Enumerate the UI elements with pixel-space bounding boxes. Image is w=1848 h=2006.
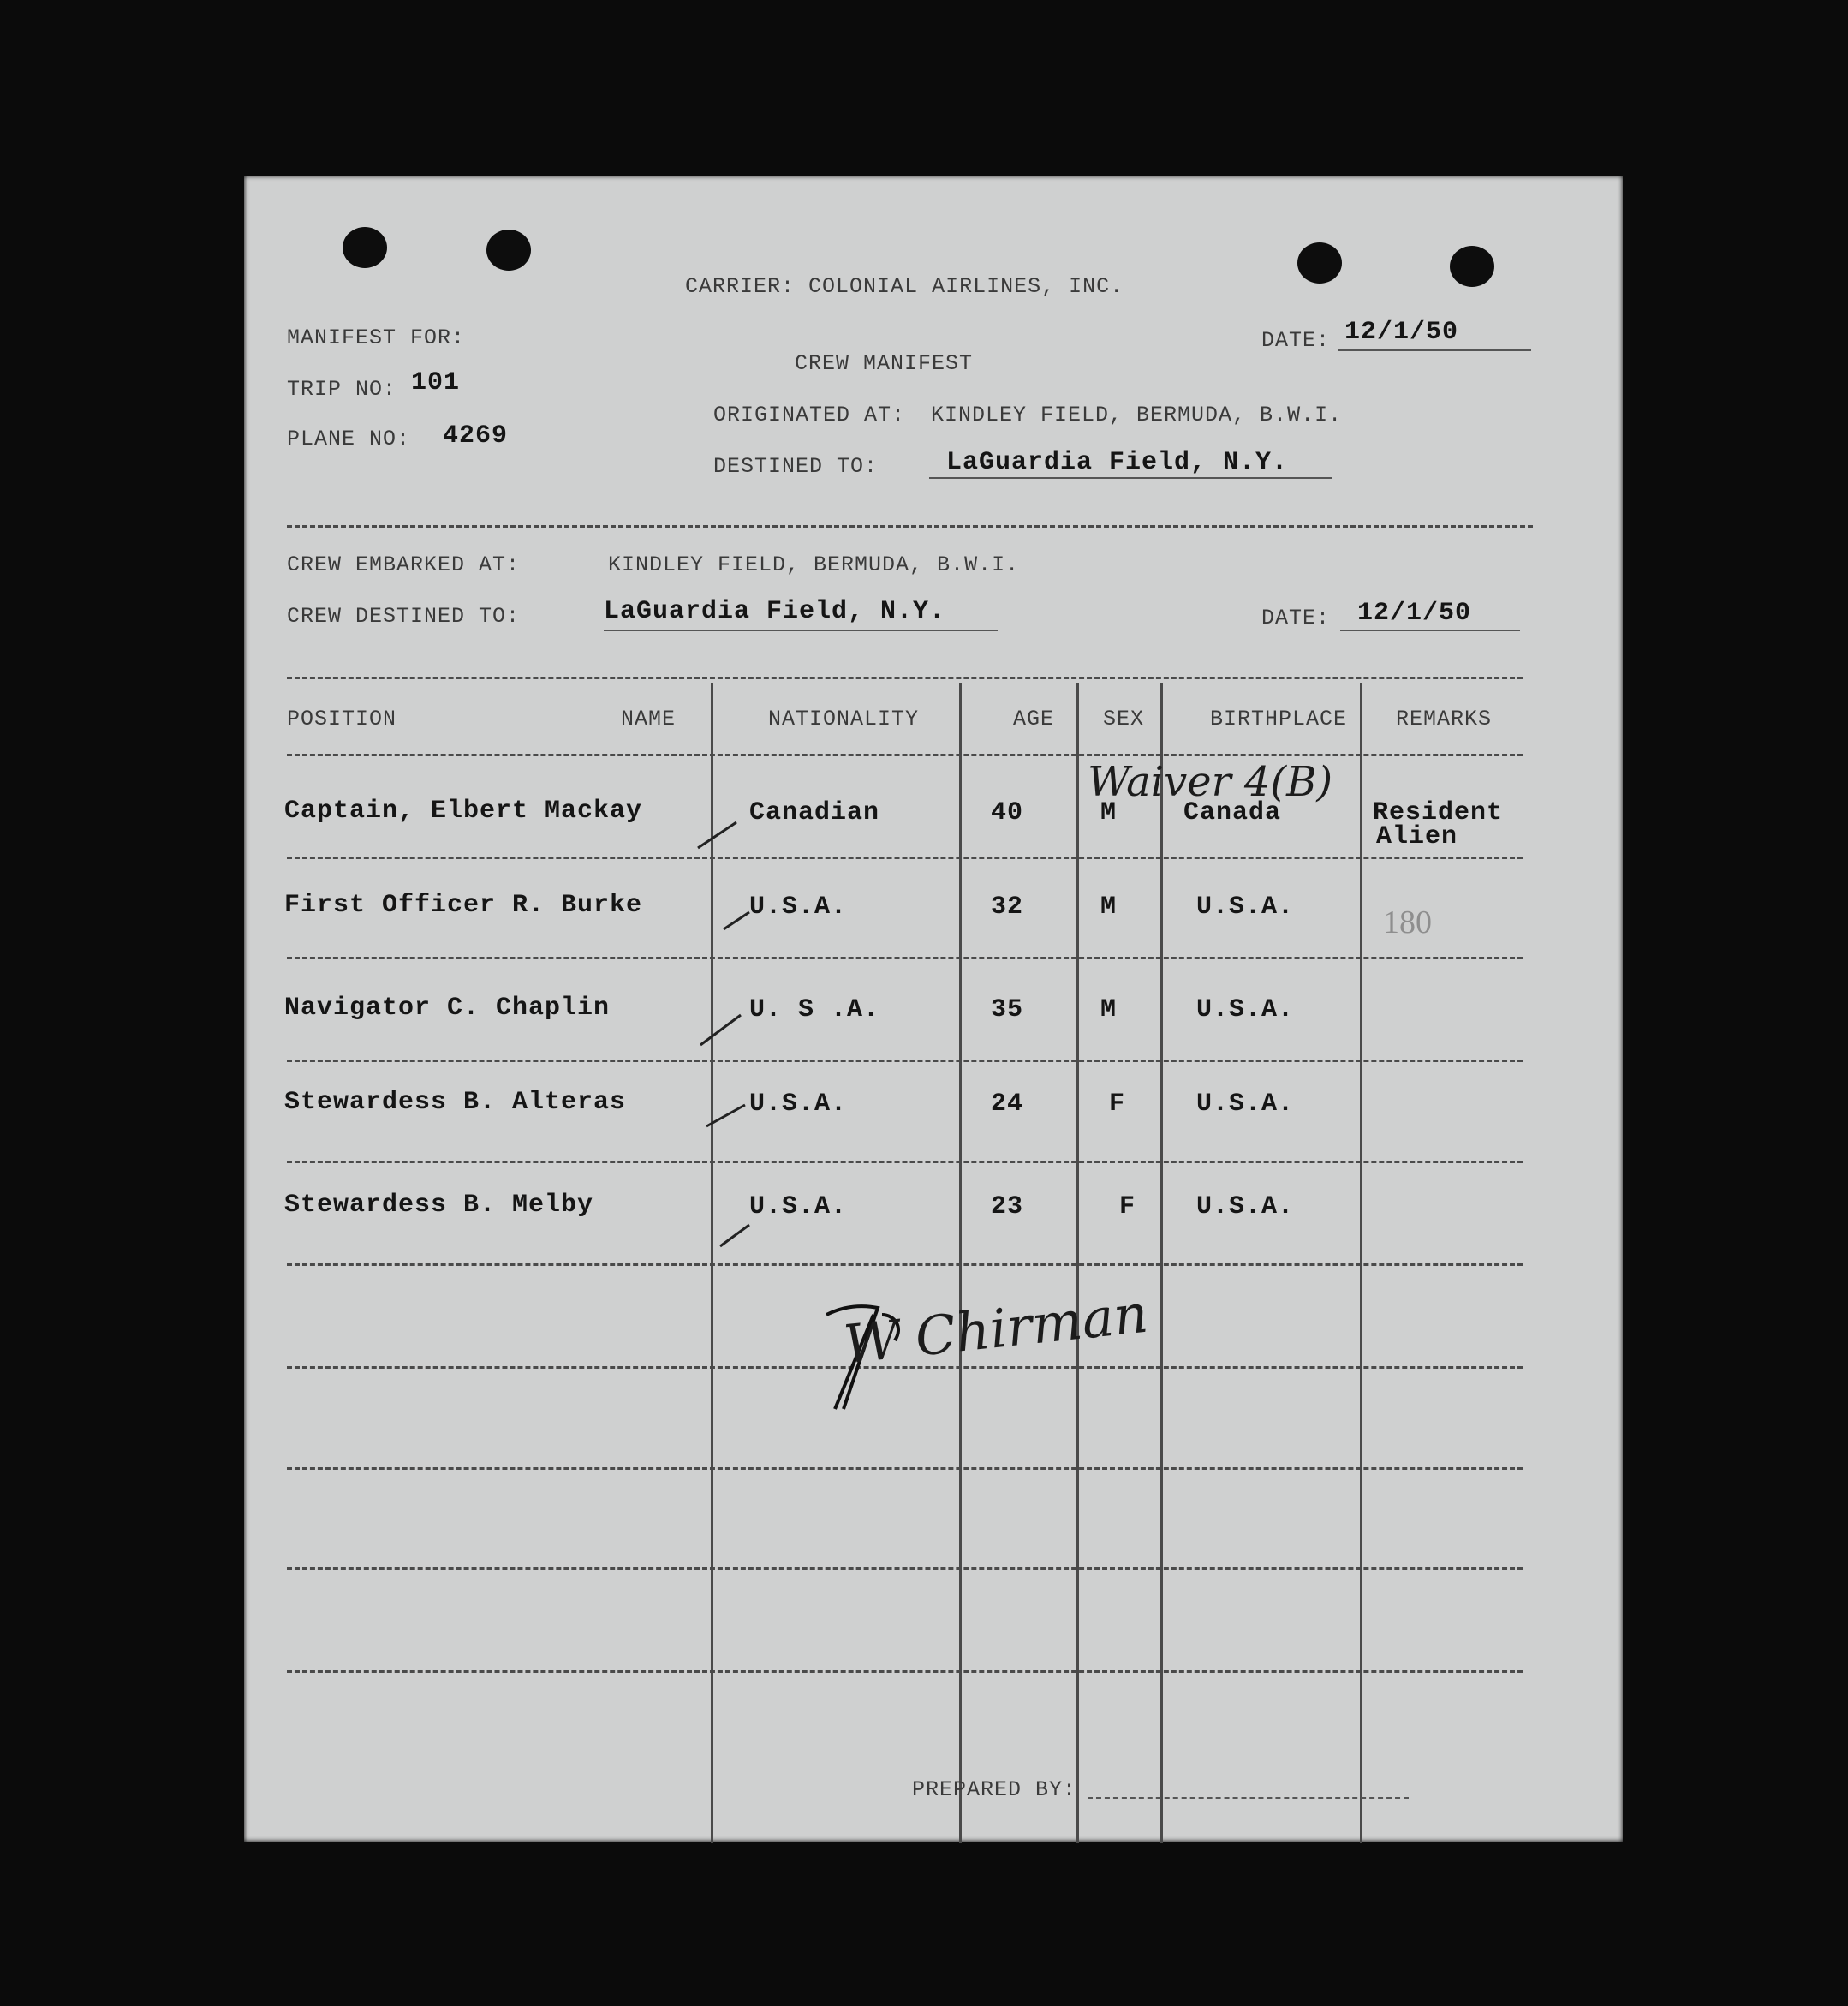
handwritten-waiver-note: Waiver 4(B) — [1088, 758, 1333, 806]
col-remarks-header: REMARKS — [1396, 707, 1493, 731]
crew-sex: M — [1100, 893, 1118, 922]
crew-destined-label: CREW DESTINED TO: — [287, 604, 521, 629]
col-birthplace-header: BIRTHPLACE — [1210, 707, 1348, 731]
carrier-name: COLONIAL AIRLINES, INC. — [808, 274, 1124, 299]
col-position-header: POSITION — [287, 707, 397, 731]
originated-label: ORIGINATED AT: — [713, 403, 906, 427]
crew-date-label: DATE: — [1261, 606, 1331, 630]
destined-label: DESTINED TO: — [713, 454, 879, 479]
plane-no-label: PLANE NO: — [287, 427, 411, 451]
check-mark — [700, 1015, 741, 1045]
crew-sex: F — [1109, 1090, 1126, 1119]
crew-sex: F — [1119, 1192, 1136, 1221]
crew-nationality: Canadian — [749, 798, 880, 827]
prepared-by-line — [1088, 1797, 1409, 1799]
crew-nationality: U.S.A. — [749, 1090, 848, 1119]
crew-age: 32 — [991, 893, 1024, 922]
crew-age: 23 — [991, 1192, 1024, 1221]
carrier-label: CARRIER: — [685, 274, 796, 299]
crew-age: 24 — [991, 1090, 1024, 1119]
crew-birthplace: U.S.A. — [1196, 1192, 1295, 1221]
col-nationality-header: NATIONALITY — [768, 707, 920, 731]
manifest-for-label: MANIFEST FOR: — [287, 325, 466, 350]
crew-age: 35 — [991, 995, 1024, 1024]
col-sex-header: SEX — [1103, 707, 1145, 731]
crew-embarked-label: CREW EMBARKED AT: — [287, 552, 521, 577]
stamp-number: 180 — [1383, 904, 1432, 940]
check-mark — [698, 822, 736, 848]
crew-birthplace: U.S.A. — [1196, 1090, 1295, 1119]
trip-no-label: TRIP NO: — [287, 377, 397, 402]
crew-nationality: U.S.A. — [749, 893, 848, 922]
crew-birthplace: Canada — [1183, 798, 1282, 827]
plane-no-value: 4269 — [443, 421, 509, 451]
crew-embarked-value: KINDLEY FIELD, BERMUDA, B.W.I. — [608, 552, 1020, 577]
date-value: 12/1/50 — [1344, 318, 1459, 347]
crew-name: Stewardess B. Alteras — [284, 1088, 627, 1117]
crew-name: Navigator C. Chaplin — [284, 994, 611, 1023]
date-label: DATE: — [1261, 328, 1331, 353]
crew-remarks: Resident — [1373, 798, 1504, 827]
signature: W Chirman — [841, 1281, 1151, 1376]
crew-name: Captain, Elbert Mackay — [284, 797, 643, 826]
check-mark — [720, 1225, 749, 1246]
prepared-by-label: PREPARED BY: — [912, 1777, 1077, 1802]
crew-destined-value: LaGuardia Field, N.Y. — [604, 597, 946, 626]
manifest-page — [244, 176, 1623, 1842]
crew-nationality: U. S .A. — [749, 995, 880, 1024]
check-mark — [706, 1105, 745, 1126]
col-name-header: NAME — [621, 707, 677, 731]
crew-birthplace: U.S.A. — [1196, 995, 1295, 1024]
crew-birthplace: U.S.A. — [1196, 893, 1295, 922]
crew-date-value: 12/1/50 — [1357, 599, 1472, 628]
originated-value: KINDLEY FIELD, BERMUDA, B.W.I. — [931, 403, 1343, 427]
crew-name: Stewardess B. Melby — [284, 1191, 594, 1220]
crew-sex: M — [1100, 995, 1118, 1024]
crew-age: 40 — [991, 798, 1024, 827]
crew-sex: M — [1100, 798, 1118, 827]
manifest-title: CREW MANIFEST — [795, 351, 974, 376]
crew-nationality: U.S.A. — [749, 1192, 848, 1221]
crew-name: First Officer R. Burke — [284, 891, 643, 920]
destined-value: LaGuardia Field, N.Y. — [946, 448, 1289, 477]
check-mark — [724, 912, 749, 929]
check-marks — [244, 176, 1623, 1842]
trip-no-value: 101 — [411, 368, 461, 397]
crew-remarks: Alien — [1376, 822, 1458, 851]
col-age-header: AGE — [1013, 707, 1055, 731]
